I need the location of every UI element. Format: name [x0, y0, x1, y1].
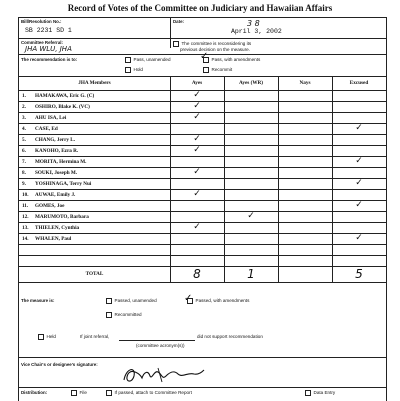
signature-divider: [18, 387, 386, 388]
row-divider: [19, 156, 386, 157]
vote-check-mark: ✓: [193, 134, 201, 144]
vote-check-mark: ✓: [193, 90, 201, 100]
vote-check-mark: ✓: [247, 211, 255, 221]
distribution-if-passed[interactable]: [106, 390, 192, 396]
rec-pass-unamended-label: Pass, unamended: [133, 57, 171, 62]
member-number: 7.: [22, 158, 26, 165]
member-number: 2.: [22, 103, 26, 110]
vote-check-mark: ✓: [355, 156, 363, 166]
member-number: 12.: [22, 213, 29, 220]
rec-pass-unamended[interactable]: [125, 57, 171, 63]
col-divider: [224, 76, 225, 282]
vote-check-mark: ✓: [193, 167, 201, 177]
measure-passed-unamended-checkbox[interactable]: [106, 298, 112, 304]
member-number: 8.: [22, 169, 26, 176]
reconsider-text-1: The committee is reconsidering its: [181, 41, 252, 46]
member-number: 11.: [22, 202, 29, 209]
member-name: THIELEN, Cynthia: [35, 224, 80, 231]
vote-check-mark: ✓: [355, 233, 363, 243]
rec-hold[interactable]: [125, 67, 143, 73]
reconsider-checkbox[interactable]: [173, 41, 179, 47]
measure-passed-amendments-mark: ✓: [184, 293, 193, 304]
reconsider-option[interactable]: [173, 41, 251, 47]
distribution-file-label: File: [79, 390, 87, 395]
measure-divider: [18, 357, 386, 358]
member-name: CHANG, Jerry L.: [35, 136, 76, 143]
measure-recommitted-label: Recommitted: [114, 312, 142, 317]
signature-label: Vice Chair's or designee's signature:: [21, 362, 98, 367]
vote-check-mark: ✓: [355, 178, 363, 188]
measure-held[interactable]: [38, 334, 56, 340]
measure-passed-unamended[interactable]: [106, 298, 157, 304]
member-name: CASE, Ed: [35, 125, 58, 132]
member-number: 9.: [22, 180, 26, 187]
row-divider: [19, 233, 386, 234]
member-name: WHALEN, Paul: [35, 235, 72, 242]
member-name: SOUKI, Joseph M.: [35, 169, 78, 176]
vote-check-mark: ✓: [193, 145, 201, 155]
bill-label: Bill/Resolution No.:: [21, 19, 62, 24]
member-name: GOMES, Joe: [35, 202, 65, 209]
measure-committee-acronyms: (committee acronym(s)): [136, 343, 185, 348]
row-divider: [19, 178, 386, 179]
row-divider: [19, 211, 386, 212]
member-number: 13.: [22, 224, 29, 231]
rec-hold-checkbox[interactable]: [125, 67, 131, 73]
measure-if-joint: If joint referral,: [80, 334, 110, 339]
total-ayes-wr: 1: [247, 267, 255, 281]
rec-pass-unamended-checkbox[interactable]: [125, 57, 131, 63]
vote-check-mark: ✓: [355, 123, 363, 133]
row-divider: [19, 255, 386, 256]
rec-pass-amendments-mark: ✓: [200, 51, 209, 62]
col-header-nays: Nays: [299, 80, 311, 86]
measure-held-label: Held: [46, 334, 56, 339]
member-number: 1.: [22, 92, 26, 99]
distribution-file[interactable]: [71, 390, 87, 396]
member-name: MORITA, Hermina M.: [35, 158, 87, 165]
measure-passed-amendments[interactable]: [187, 298, 249, 304]
date-day: 3: [254, 28, 259, 35]
date-handwritten: 3 8: [247, 19, 260, 28]
member-number: 5.: [22, 136, 26, 143]
reconsider-text-2: previous decision on the measure.: [180, 47, 250, 52]
measure-passed-amendments-label: Passed, with amendments: [195, 298, 250, 303]
vote-check-mark: ✓: [355, 200, 363, 210]
total-ayes: 8: [193, 267, 201, 281]
date-value: April 3, 2002: [231, 28, 282, 35]
vote-record-form: [18, 17, 387, 401]
measure-passed-unamended-label: Passed, unamended: [114, 298, 157, 303]
row-divider: [19, 200, 386, 201]
member-name: YOSHINAGA, Terry Nui: [35, 180, 92, 187]
vote-check-mark: ✓: [193, 222, 201, 232]
distribution-data-entry-checkbox[interactable]: [305, 390, 311, 396]
date-month: April: [231, 28, 251, 35]
referral-label: Committee Referral:: [21, 40, 63, 45]
table-bottom-line: [19, 282, 386, 283]
signature-image: [118, 362, 208, 386]
row-divider: [19, 244, 386, 245]
rec-recommit-label: Recommit: [211, 67, 233, 72]
measure-label: The measure is:: [21, 298, 55, 303]
bill-value: SB 2231 SD 1: [25, 27, 72, 34]
vote-check-mark: ✓: [193, 112, 201, 122]
col-header-members: JHA Members: [78, 80, 111, 86]
distribution-data-entry[interactable]: [305, 390, 335, 396]
rec-recommit-checkbox[interactable]: [203, 67, 209, 73]
member-number: 14.: [22, 235, 29, 242]
col-header-ayes: Ayes: [191, 80, 203, 86]
vote-check-mark: ✓: [193, 189, 201, 199]
rec-pass-amendments[interactable]: [203, 57, 260, 63]
col-divider: [278, 76, 279, 282]
measure-recommitted[interactable]: [106, 312, 142, 318]
col-header-excused: Excused: [349, 80, 369, 86]
committee-acronym-line[interactable]: [119, 340, 195, 341]
distribution-if-passed-label: If passed, attach to Committee Report: [114, 390, 192, 395]
rec-hold-label: Hold: [133, 67, 143, 72]
rec-pass-amendments-label: Pass, with amendments: [211, 57, 261, 62]
date-year: 2002: [266, 28, 282, 35]
distribution-if-passed-checkbox[interactable]: [106, 390, 112, 396]
document-title: Record of Votes of the Committee on Judiciary and Hawaiian Affairs: [67, 3, 333, 13]
date-label: Date:: [173, 19, 184, 24]
member-number: 3.: [22, 114, 26, 121]
member-name: OSHIRO, Blake K. (VC): [35, 103, 90, 110]
distribution-file-checkbox[interactable]: [71, 390, 77, 396]
member-number: 6.: [22, 147, 26, 154]
total-excused: 5: [355, 267, 363, 281]
distribution-data-entry-label: Data Entry: [313, 390, 336, 395]
measure-not-support: did not support recommendation: [197, 334, 263, 339]
total-label: TOTAL: [85, 271, 104, 277]
member-name: MARUMOTO, Barbara: [35, 213, 89, 220]
member-number: 4.: [22, 125, 26, 132]
row-divider: [19, 123, 386, 124]
recommendation-label: The recommendation is to:: [21, 57, 78, 62]
measure-recommitted-checkbox[interactable]: [106, 312, 112, 318]
vote-check-mark: ✓: [193, 101, 201, 111]
member-name: KANOHO, Ezra R.: [35, 147, 79, 154]
rec-recommit[interactable]: [203, 67, 232, 73]
referral-value: JHA WLU, JHA: [25, 45, 72, 53]
measure-held-checkbox[interactable]: [38, 334, 44, 340]
member-name: AUWAE, Emily J.: [35, 191, 76, 198]
distribution-label: Distribution:: [21, 390, 48, 395]
member-number: 10.: [22, 191, 29, 198]
member-name: AHU ISA, Lei: [35, 114, 67, 121]
col-header-ayes-wr: Ayes (WR): [239, 80, 263, 86]
member-name: HAMAKAWA, Eric G. (C): [35, 92, 95, 99]
